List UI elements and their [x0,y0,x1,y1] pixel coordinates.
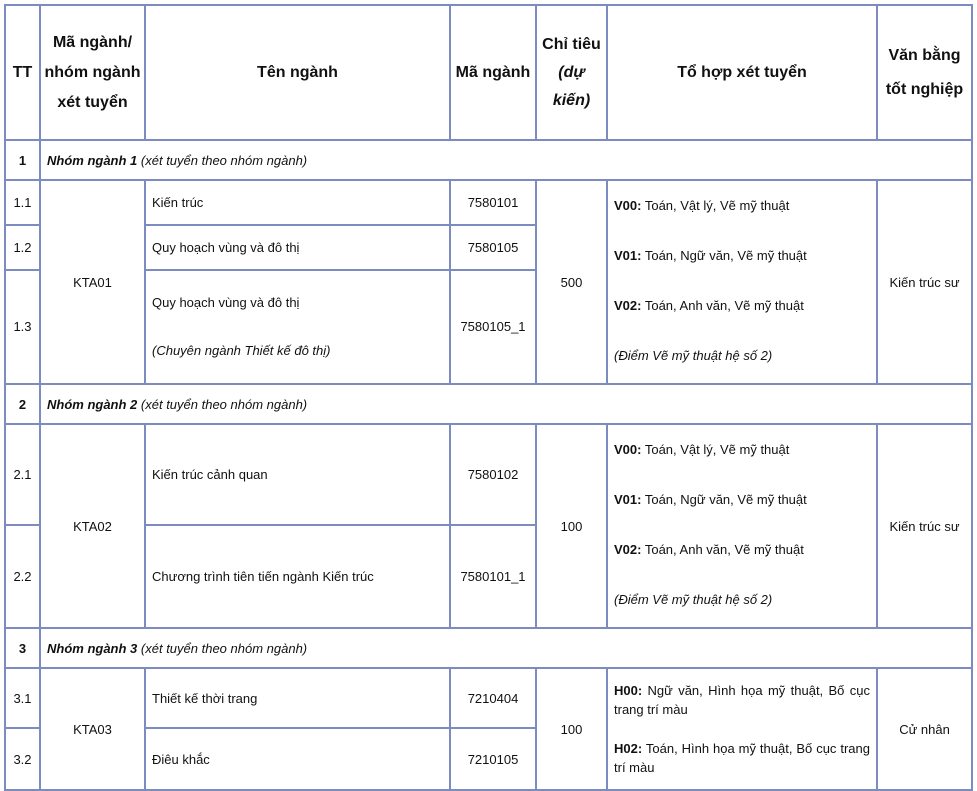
group-row-1 [5,140,972,180]
row-code: 7210404 [450,668,536,728]
header-chi-tieu-line1: Chỉ tiêu [542,35,601,53]
group-tt: 3 [5,628,40,668]
header-ten-nganh: Tên ngành [145,5,450,140]
group-code: KTA01 [40,180,145,384]
group-title-name: Nhóm ngành 2 [47,396,138,412]
row-code: 7210105 [450,728,536,790]
table-row [5,424,972,525]
row-name: Kiến trúc cảnh quan [145,424,450,525]
group-title-name: Nhóm ngành 1 [47,152,138,168]
header-ma-nhom-line2: nhóm ngành [44,63,141,81]
group-degree: Kiến trúc sư [877,180,972,384]
row-name: Điêu khắc [145,728,450,790]
table-row [5,180,972,225]
combo-note: (Điểm Vẽ mỹ thuật hệ số 2) [614,348,773,363]
row-name: Quy hoạch vùng và đô thị [152,294,300,310]
group-quota: 100 [536,668,607,790]
header-van-bang-line2: tốt nghiệp [885,80,964,98]
combo-note: (Điểm Vẽ mỹ thuật hệ số 2) [614,592,773,607]
combo-item: V01: Toán, Ngữ văn, Vẽ mỹ thuật [614,248,807,263]
row-tt: 3.2 [5,728,40,790]
header-chi-tieu-line2: (dự kiến) [552,63,591,109]
row-code: 7580105_1 [450,270,536,384]
row-tt: 2.2 [5,525,40,628]
row-name: Kiến trúc [145,180,450,225]
group-combos [607,180,877,384]
row-name: Quy hoạch vùng và đô thị [145,225,450,270]
row-name-cell [145,270,450,384]
header-ma-nganh: Mã ngành [450,5,536,140]
row-tt: 1.3 [5,270,40,384]
group-title-name: Nhóm ngành 3 [47,640,138,656]
admission-table [4,4,973,791]
table-row [5,668,972,728]
header-ma-nhom-nganh [40,5,145,140]
group-degree: Kiến trúc sư [877,424,972,628]
row-name-sub: (Chuyên ngành Thiết kế đô thị) [152,342,331,358]
row-code: 7580105 [450,225,536,270]
group-degree: Cử nhân [877,668,972,790]
combo-item: V00: Toán, Vật lý, Vẽ mỹ thuật [614,198,790,213]
group-code: KTA03 [40,668,145,790]
group-row-3 [5,628,972,668]
row-code: 7580101 [450,180,536,225]
header-ma-nhom-line1: Mã ngành/ [52,33,133,51]
header-van-bang [877,5,972,140]
row-name: Chương trình tiên tiến ngành Kiến trúc [145,525,450,628]
group-title [40,628,972,668]
row-tt: 1.1 [5,180,40,225]
row-tt: 2.1 [5,424,40,525]
row-tt: 1.2 [5,225,40,270]
group-title [40,384,972,424]
header-to-hop: Tổ hợp xét tuyển [607,5,877,140]
combo-item: V01: Toán, Ngữ văn, Vẽ mỹ thuật [614,492,807,507]
combo-item: V02: Toán, Anh văn, Vẽ mỹ thuật [614,298,804,313]
group-combos [607,668,877,790]
group-quota: 100 [536,424,607,628]
combo-item: V02: Toán, Anh văn, Vẽ mỹ thuật [614,542,804,557]
group-tt: 1 [5,140,40,180]
row-name: Thiết kế thời trang [145,668,450,728]
header-tt: TT [5,5,40,140]
row-tt: 3.1 [5,668,40,728]
group-title-note: (xét tuyển theo nhóm ngành) [140,152,308,168]
combo-item: H00: Ngữ văn, Hình họa mỹ thuật, Bố cục trang trí màu [614,683,870,717]
group-code: KTA02 [40,424,145,628]
group-tt: 2 [5,384,40,424]
row-code: 7580102 [450,424,536,525]
combo-item: V00: Toán, Vật lý, Vẽ mỹ thuật [614,442,790,457]
group-row-2 [5,384,972,424]
header-van-bang-line1: Văn bằng [888,46,961,64]
row-code: 7580101_1 [450,525,536,628]
header-chi-tieu [536,5,607,140]
group-title [40,140,972,180]
combo-item: H02: Toán, Hình họa mỹ thuật, Bố cục trang trí màu [614,741,870,775]
header-ma-nhom-line3: xét tuyển [57,93,128,111]
group-quota: 500 [536,180,607,384]
header-row [5,5,972,140]
group-title-note: (xét tuyển theo nhóm ngành) [140,640,308,656]
group-combos [607,424,877,628]
group-title-note: (xét tuyển theo nhóm ngành) [140,396,308,412]
